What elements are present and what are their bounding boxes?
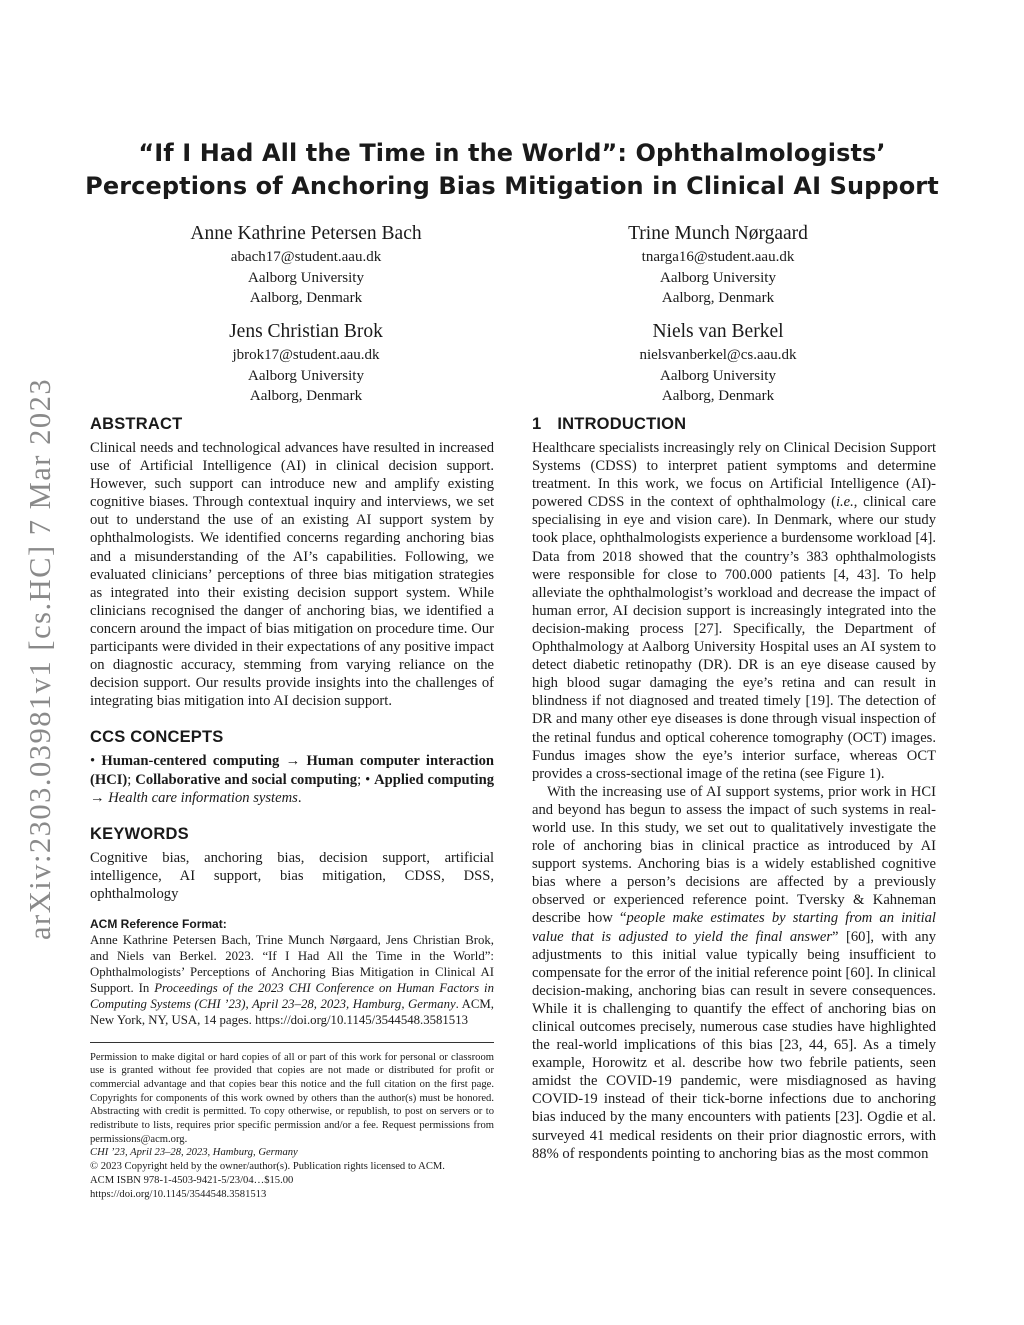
author-name: Anne Kathrine Petersen Bach xyxy=(190,223,422,244)
ccs-heading: CCS CONCEPTS xyxy=(90,728,224,747)
section-number: 1 xyxy=(532,415,542,433)
isbn-line: ACM ISBN 978-1-4503-9421-5/23/04…$15.00 xyxy=(90,1174,294,1186)
keywords-text: Cognitive bias, anchoring bias, decision support, artificial intelligence, AI support, bias mitigation, CDSS, DSS, ophthalmology xyxy=(90,849,494,902)
author-block xyxy=(568,318,868,407)
author-email: tnarga16@student.aau.dk xyxy=(641,249,795,265)
introduction-paragraph: With the increasing use of AI support systems, prior work in HCI and beyond has begun to assess the impact of such systems in real-world use. In this study, we set out to qualitatively investigate the role of anchoring bias in clinical practice as introduced by AI support systems. Anchoring bias is a widely established cognitive bias where a person’s decisions are affected by a previously observed or experienced reference point. Tversky & Kahneman describe how “people make estimates by starting from an initial value that is adjusted to yield the final answer” [60], with any adjustments to this initial value typically being insufficient to compensate for the error of the initial reference point [60]. In clinical decision-making, anchoring bias can result in severe consequences. While it is challenging to quantify the effect of anchoring bias on clinical outcomes precisely, numerous case studies have highlighted the real-world implications of this bias [23, 44, 65]. As a timely example, Horowitz et al. describe how two febrile patients, seen amidst the COVID-19 pandemic, were misdiagnosed as having COVID-19 instead of their tick-borne infections due to anchoring bias induced by the many encounters with patients [23]. Ogdie et al. surveyed 41 medical residents on their prior diagnostic errors, with 88% of respondents pointing to anchoring bias as the most common xyxy=(532,783,936,1162)
arxiv-identifier: arXiv:2303.03981v1 [cs.HC] 7 Mar 2023 xyxy=(23,377,57,940)
author-location: Aalborg, Denmark xyxy=(661,290,775,306)
acm-reference-text: Anne Kathrine Petersen Bach, Trine Munch Nørgaard, Jens Christian Brok, and Niels van Berkel. 2023. “If I Had All the Time in the World”: Ophthalmologists’ Perceptions of Anchoring Bias Mitigation in Clinical AI Support. In Proceedings of the 2023 CHI Conference on Human Factors in Computing Systems (CHI ’23), April 23–28, 2023, Hamburg, Germany. ACM, New York, NY, USA, 14 pages. https://doi.org/10.1145/3544548.3581513 xyxy=(90,932,494,1028)
introduction-paragraph: Healthcare specialists increasingly rely on Clinical Decision Support Systems (CDSS) to interpret patient symptoms and determine treatment. In this work, we focus on Artificial Intelligence (AI)-powered CDSS in the context of ophthalmology (i.e., clinical care specialising in eye and vision care). In Denmark, where our study took place, ophthalmologists experience a burdensome workload [4]. Data from 2018 showed that the country’s 383 ophthalmologists were responsible for close to 700.000 patients [4, 43]. To help alleviate the ophthalmologist’s workload and decrease the impact of human error, AI decision support is increasingly integrated into the decision-making process [27]. Specifically, the Department of Ophthalmology at Aalborg University Hospital uses an AI system to detect diabetic retinopathy (DR). DR is an eye disease caused by high blood sugar damaging the eye’s retina and can result in blindness if not diagnosed and treated timely [19]. The detection of DR and many other eye diseases is done through visual inspection of the retinal fundus and optical coherence tomography (OCT) images. Fundus images show the eye’s interior surface, whereas OCT provides a cross-sectional image of the retina (see Figure 1). xyxy=(532,440,937,782)
left-column xyxy=(90,414,494,1201)
author-name: Jens Christian Brok xyxy=(229,321,383,342)
paper-title xyxy=(60,137,964,203)
author-block xyxy=(156,220,456,309)
abstract-heading: ABSTRACT xyxy=(90,415,183,433)
author-affiliation: Aalborg University xyxy=(660,269,776,286)
ccs-concepts: • Human-centered computing → Human computer interaction (HCI); Collaborative and social computing; • Applied computing → Health care information systems. xyxy=(90,753,495,806)
author-location: Aalborg, Denmark xyxy=(249,290,363,306)
right-column xyxy=(532,414,936,1163)
author-block xyxy=(156,318,456,407)
doi-link[interactable]: https://doi.org/10.1145/3544548.3581513 xyxy=(90,1188,267,1200)
author-block xyxy=(568,220,868,309)
author-affiliation: Aalborg University xyxy=(660,367,776,384)
copyright-line: © 2023 Copyright held by the owner/author(s). Publication rights licensed to ACM. xyxy=(90,1161,445,1173)
title-line-1: “If I Had All the Time in the World”: Ophthalmologists’ xyxy=(138,139,886,167)
abstract-text: Clinical needs and technological advances have resulted in increased use of Artificial Intelligence (AI) in clinical decision support. However, such support can introduce new and amplify existing cognitive biases. Through contextual inquiry and interviews, we set out to understand the use of an existing AI support system by ophthalmologists. We identified concerns regarding anchoring bias and a misunderstanding of the AI’s capabilities. Following, we evaluated clinicians’ perceptions of three bias mitigation strategies as integrated into their existing decision support system. While clinicians recognised the danger of anchoring bias, we identified a concern around the impact of bias mitigation on procedure time. Our participants were divided in their expectations of any positive impact on diagnostic accuracy, stemming from varying reliance on the decision support. Our results provide insights into the challenges of integrating bias mitigation into AI decision support. xyxy=(90,440,494,710)
footnote-divider xyxy=(90,1042,494,1043)
author-email: jbrok17@student.aau.dk xyxy=(232,347,380,363)
author-affiliation: Aalborg University xyxy=(248,367,364,384)
acm-reference-heading: ACM Reference Format: xyxy=(90,916,227,931)
author-name: Niels van Berkel xyxy=(652,321,784,342)
title-line-2: Perceptions of Anchoring Bias Mitigation in Clinical AI Support xyxy=(85,172,939,200)
permission-notice: Permission to make digital or hard copies of all or part of this work for personal or classroom use is granted without fee provided that copies are not made or distributed for profit or commercial advantage and that copies bear this notice and the full citation on the first page. Copyrights for components of this work owned by others than the author(s) must be honored. Abstracting with credit is permitted. To copy otherwise, or republish, to post on servers or to redistribute to lists, requires prior specific permission and/or a fee. Request permissions from permissions@acm.org. xyxy=(90,1051,494,1145)
author-name: Trine Munch Nørgaard xyxy=(628,223,808,244)
conference-line: CHI ’23, April 23–28, 2023, Hamburg, Germany xyxy=(90,1147,298,1159)
author-affiliation: Aalborg University xyxy=(248,269,364,286)
author-location: Aalborg, Denmark xyxy=(661,388,775,404)
author-email: nielsvanberkel@cs.aau.dk xyxy=(639,347,797,363)
keywords-heading: KEYWORDS xyxy=(90,824,189,843)
author-email: abach17@student.aau.dk xyxy=(230,249,382,265)
author-location: Aalborg, Denmark xyxy=(249,388,363,404)
introduction-heading: 1 INTRODUCTION xyxy=(532,415,687,433)
